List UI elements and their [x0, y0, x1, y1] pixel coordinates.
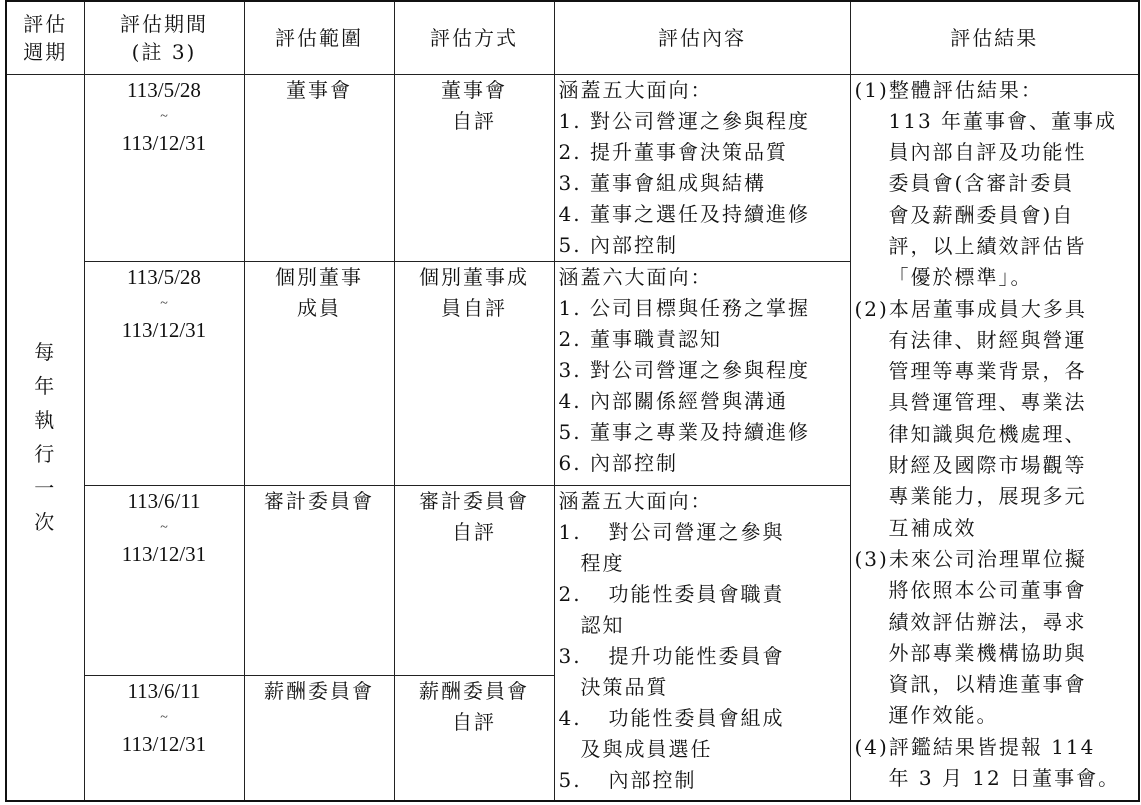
- content-cell-committee: 涵蓋五大面向： 1. 對公司營運之參與 程度 2. 功能性委員會職責 認知 3. 提升功能性委員會 決策品質 4. 功能性委員會組成 及與成員選任 5. 內部控制: [554, 485, 850, 801]
- header-scope: 評估範圍: [244, 1, 394, 74]
- method-cell: 薪酬委員會 自評: [394, 675, 554, 801]
- content-cell-board: 涵蓋五大面向： 1. 對公司營運之參與程度 2. 提升董事會決策品質 3. 董事會組成與結構 4. 董事之選任及持續進修 5. 內部控制: [554, 74, 850, 261]
- header-period: 評估期間 (註 3): [84, 1, 244, 74]
- header-cycle: 評估 週期: [6, 1, 84, 74]
- method-cell: 董事會 自評: [394, 74, 554, 261]
- method-cell: 審計委員會 自評: [394, 485, 554, 675]
- method-cell: 個別董事成 員自評: [394, 261, 554, 485]
- scope-cell: 董事會: [244, 74, 394, 261]
- result-cell: (1)整體評估結果： 113 年董事會、董事成 員內部自評及功能性 委員會(含審計委員 會及薪酬委員會)自 評，以上績效評估皆 「優於標準」。 (2)本居董事成員大多具 有法律、財經與營運 管理等專業背景，各 具營運管理、專業法 律知識與危機處理、 財經及國際市場觀等 專業能力，展現多元 互補成效 (3)未來公司治理單位擬 將依照本公司董事會 績效評估辦法，尋求 外部專業機構協助與 資訊，以精進董事會 運作效能。 (4)評鑑結果皆提報 114 年 3 月 12 日董事會。: [850, 74, 1139, 801]
- header-method: 評估方式: [394, 1, 554, 74]
- header-row: [6, 1, 1139, 74]
- content-cell-individual: 涵蓋六大面向： 1. 公司目標與任務之掌握 2. 董事職責認知 3. 對公司營運之參與程度 4. 內部關係經營與溝通 5. 董事之專業及持續進修 6. 內部控制: [554, 261, 850, 485]
- scope-cell: 薪酬委員會: [244, 675, 394, 801]
- cycle-cell: 每 年 執 行 一 次: [6, 74, 84, 801]
- scope-cell: 審計委員會: [244, 485, 394, 675]
- header-content: 評估內容: [554, 1, 850, 74]
- period-cell: 113/5/28 ~ 113/12/31: [84, 74, 244, 261]
- scope-cell: 個別董事 成員: [244, 261, 394, 485]
- header-result: 評估結果: [850, 1, 1139, 74]
- table-row: [6, 74, 1139, 261]
- evaluation-table: [5, 0, 1140, 802]
- period-cell: 113/6/11 ~ 113/12/31: [84, 675, 244, 801]
- period-cell: 113/5/28 ~ 113/12/31: [84, 261, 244, 485]
- period-cell: 113/6/11 ~ 113/12/31: [84, 485, 244, 675]
